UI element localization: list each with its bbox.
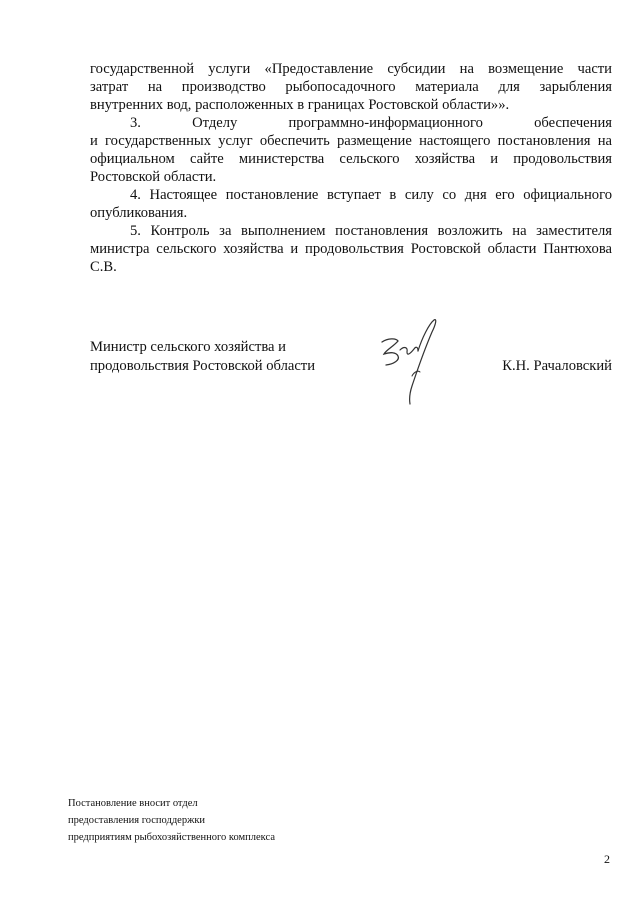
paragraph-4: 4. Настоящее постановление вступает в силу со дня его официального опубликования. (90, 187, 612, 221)
footer-note (68, 795, 368, 846)
signatory-name: К.Н. Рачаловский (502, 358, 612, 374)
paragraph-5: 5. Контроль за выполнением постановления возложить на заместителя министра сельского хозяйства и продовольствия Ростовской области Пантюхова С.В. (90, 223, 612, 275)
footer-note-line-2: предоставления господдержки (68, 815, 206, 826)
paragraph-2-line-2: затрат на производство рыбопосадочного материала для зарыбления (90, 79, 612, 95)
paragraph-2-line-1: государственной услуги «Предоставление субсидии на возмещение части (90, 61, 612, 77)
handwritten-signature (374, 316, 444, 408)
footer-note-line-1: Постановление вносит отдел (68, 798, 198, 809)
signatory-title-line-2: продовольствия Ростовской области (90, 358, 315, 374)
paragraph-3-line-1: 3. Отделу программно-информационного обеспечения (130, 115, 612, 131)
paragraph-2-line-3: внутренних вод, расположенных в границах Ростовской области»». (90, 97, 510, 113)
signatory-title (90, 338, 315, 376)
page-number: 2 (604, 852, 610, 866)
footer-note-line-3: предприятиям рыбохозяйственного комплекса (68, 832, 275, 843)
paragraph-3-rest: и государственных услуг обеспечить размещение настоящего постановления на официальном сайте министерства сельского хозяйства и продовольствия Ростовской области. (90, 133, 612, 185)
decree-body (90, 60, 612, 276)
signatory-title-line-1: Министр сельского хозяйства и (90, 339, 286, 355)
signature-block (90, 338, 612, 428)
